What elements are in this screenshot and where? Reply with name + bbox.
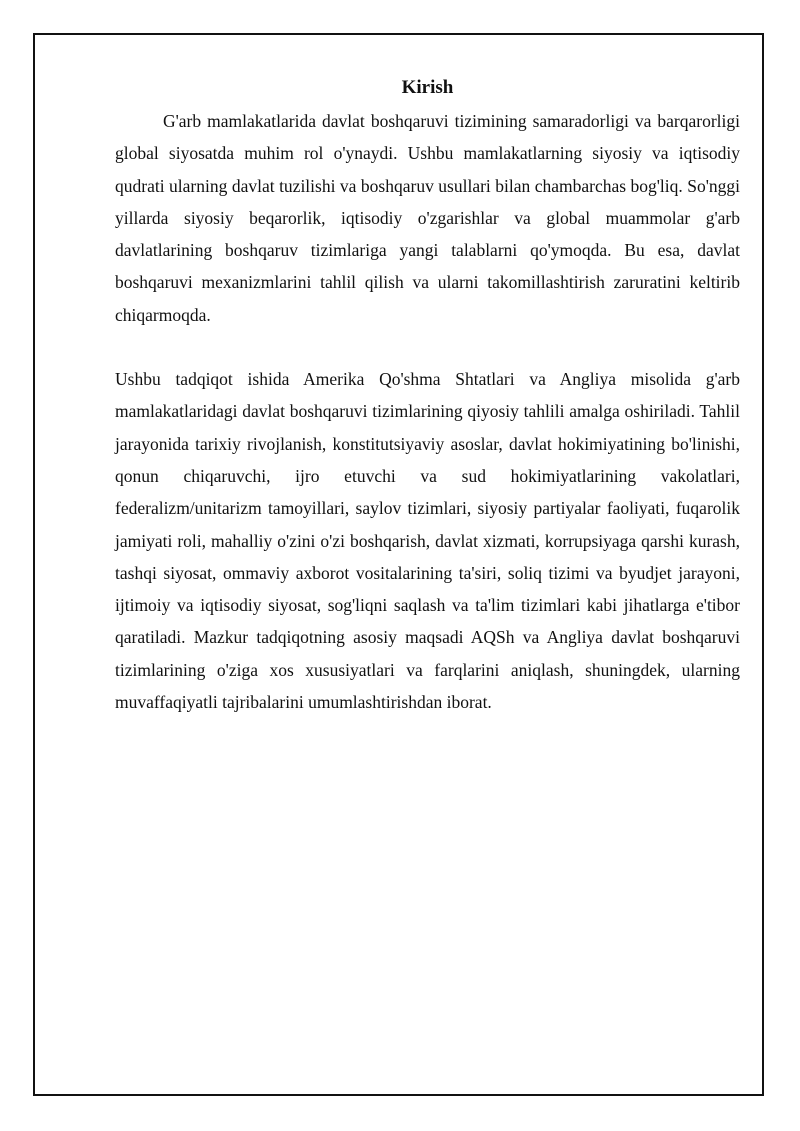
document-body bbox=[115, 75, 740, 718]
paragraph-spacer bbox=[115, 331, 740, 363]
section-title: Kirish bbox=[401, 77, 454, 98]
paragraph-research-scope: Ushbu tadqiqot ishida Amerika Qo'shma Shtatlari va Angliya misolida g'arb mamlakatlaridagi davlat boshqaruvi tizimlarining qiyosiy tahlili amalga oshiriladi. Tahlil jarayonida tarixiy rivojlanish, konstitutsiyaviy asoslar, davlat hokimiyatining bo'linishi, qonun chiqaruvchi, ijro etuvchi va sud hokimiyatlarining vakolatlari, federalizm/unitarizm tamoyillari, saylov tizimlari, siyosiy partiyalar faoliyati, fuqarolik jamiyati roli, mahalliy o'zini o'zi boshqarish, davlat xizmati, korrupsiyaga qarshi kurash, tashqi siyosat, ommaviy axborot vositalarining ta'siri, soliq tizimi va byudjet jarayoni, ijtimoiy va iqtisodiy siyosat, sog'liqni saqlash va ta'lim tizimlari kabi jihatlarga e'tibor qaratiladi. Mazkur tadqiqotning asosiy maqsadi AQSh va Angliya davlat boshqaruvi tizimlarining o'ziga xos xususiyatlari va farqlarini aniqlash, shuningdek, ularning muvaffaqiyatli tajribalarini umumlashtirishdan iborat. bbox=[115, 369, 740, 713]
paragraph-intro: G'arb mamlakatlarida davlat boshqaruvi tizimining samaradorligi va barqarorligi global siyosatda muhim rol o'ynaydi. Ushbu mamlakatlarning siyosiy va iqtisodiy qudrati ularning davlat tuzilishi va boshqaruv usullari bilan chambarchas bog'liq. So'nggi yillarda siyosiy beqarorlik, iqtisodiy o'zgarishlar va global muammolar g'arb davlatlarining boshqaruv tizimlariga yangi talablarni qo'ymoqda. Bu esa, davlat boshqaruvi mexanizmlarini tahlil qilish va ularni takomillashtirish zaruratini keltirib chiqarmoqda. bbox=[115, 111, 740, 325]
